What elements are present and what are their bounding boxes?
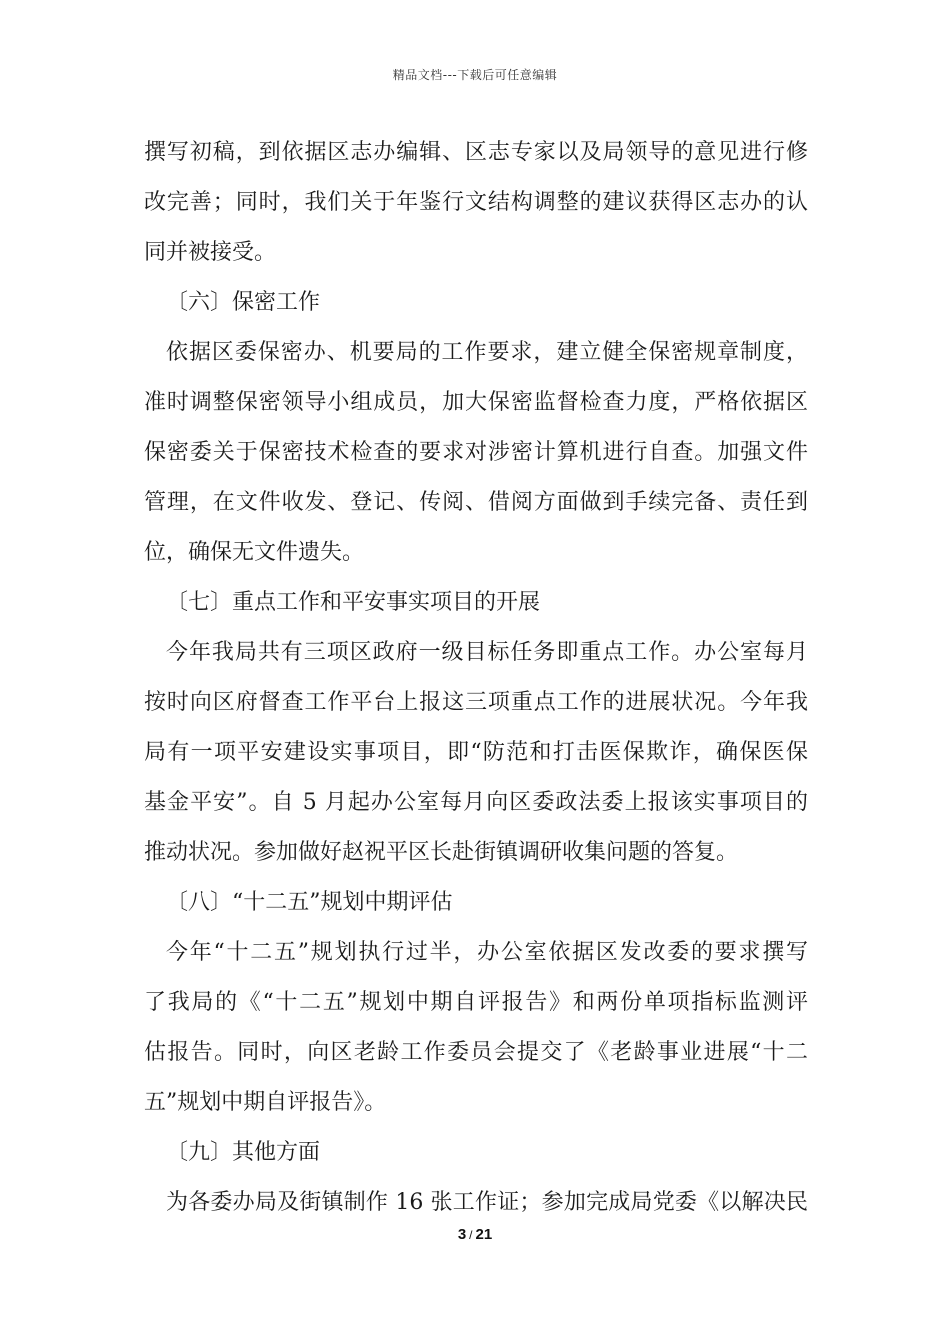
body-line: 位，确保无文件遗失。: [144, 540, 365, 565]
body-line: 改完善；同时，我们关于年鉴行文结构调整的建议获得区志办的认: [144, 190, 808, 215]
body-line: 今年“十二五”规划执行过半，办公室依据区发改委的要求撰写: [166, 940, 808, 965]
body-line: 准时调整保密领导小组成员，加大保密监督检查力度，严格依据区: [144, 390, 808, 415]
body-line: 按时向区府督查工作平台上报这三项重点工作的进展状况。今年我: [144, 690, 808, 715]
body-line: 基金平安”。自 5 月起办公室每月向区委政法委上报该实事项目的: [144, 790, 808, 815]
body-line: 推动状况。参加做好赵祝平区长赴街镇调研收集问题的答复。: [144, 840, 739, 865]
body-line: 五”规划中期自评报告》。: [144, 1090, 387, 1115]
body-line: 撰写初稿，到依据区志办编辑、区志专家以及局领导的意见进行修: [144, 140, 808, 165]
body-line: 为各委办局及街镇制作 16 张工作证；参加完成局党委《以解决民: [166, 1190, 808, 1215]
section-heading: 〔八〕“十二五”规划中期评估: [166, 890, 453, 915]
body-line: 今年我局共有三项区政府一级目标任务即重点工作。办公室每月: [166, 640, 808, 665]
body-line: 管理，在文件收发、登记、传阅、借阅方面做到手续完备、责任到: [144, 490, 808, 515]
body-line: 保密委关于保密技术检查的要求对涉密计算机进行自查。加强文件: [144, 440, 808, 465]
section-heading: 〔七〕重点工作和平安事实项目的开展: [166, 590, 541, 615]
body-line: 估报告。同时，向区老龄工作委员会提交了《老龄事业进展“十二: [144, 1040, 808, 1065]
document-body: [144, 128, 808, 1228]
current-page: 3: [457, 1226, 467, 1243]
section-heading: 〔六〕保密工作: [166, 290, 321, 315]
total-pages: 21: [475, 1226, 493, 1243]
body-line: 同并被接受。: [144, 240, 277, 265]
page-number: [0, 1226, 950, 1243]
page-header: 精品文档---下载后可任意编辑: [392, 68, 558, 82]
section-heading: 〔九〕其他方面: [166, 1140, 321, 1165]
body-line: 依据区委保密办、机要局的工作要求，建立健全保密规章制度，: [166, 340, 808, 365]
body-line: 了我局的《“十二五”规划中期自评报告》和两份单项指标监测评: [144, 990, 808, 1015]
body-line: 局有一项平安建设实事项目，即“防范和打击医保欺诈，确保医保: [144, 740, 808, 765]
page-separator: /: [469, 1228, 473, 1242]
